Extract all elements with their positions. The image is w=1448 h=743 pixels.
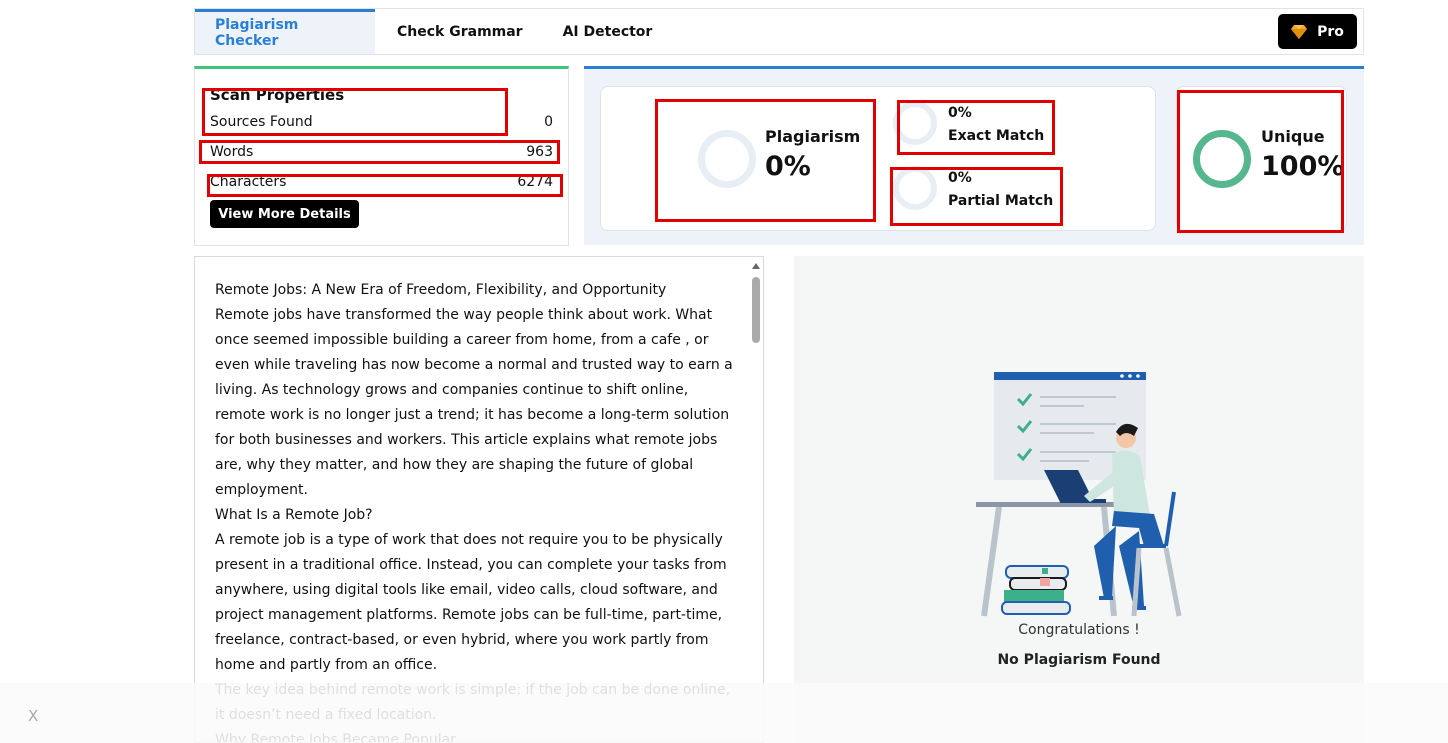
scrollbar[interactable] [749,257,763,742]
tab-check-grammar[interactable]: Check Grammar [397,23,523,40]
doc-paragraph: A remote job is a type of work that does not require you to be physically present in a traditional office. Instead, you can complete your tasks from anywhere, using digital tools like email, video calls, cloud software, and project management platforms. Remote jobs can be full-time, part-time, freelance, contract-based, or even hybrid, where you work partly from home and partly from an office. [215,532,727,673]
characters-row [210,174,553,190]
document-text [215,278,735,743]
partial-match-label: Partial Match [948,193,1054,209]
no-plagiarism-message: No Plagiarism Found [997,652,1161,668]
document-text-area[interactable] [194,256,764,743]
scrollbar-thumb[interactable] [752,277,760,343]
tool-tabs [194,8,1364,55]
words-row [210,144,553,160]
exact-match-percent: 0% [948,105,972,121]
unique-label: Unique [1261,127,1325,146]
doc-paragraph: What Is a Remote Job? [215,507,373,523]
sources-found-row [210,114,553,130]
close-icon[interactable]: X [28,707,39,725]
exact-match-ring [893,101,937,145]
doc-paragraph: Remote Jobs: A New Era of Freedom, Flexibility, and Opportunity [215,282,667,298]
scan-properties-panel [194,66,569,246]
tab-ai-detector[interactable]: AI Detector [562,23,653,40]
unique-card [1176,86,1347,231]
result-illustration-panel [794,256,1364,743]
sources-found-value: 0 [544,114,553,130]
view-more-details-button[interactable]: View More Details [210,200,359,228]
exact-match-label: Exact Match [948,128,1045,144]
doc-paragraph: Remote jobs have transformed the way people think about work. What once seemed impossible building a career from home, from a cafe , or even while traveling has now become a normal and trusted way to earn a living. As technology grows and companies continue to shift online, remote work is no longer just a trend; it has become a long-term solution for both businesses and workers. This article explains what remote jobs are, why they matter, and how they are shaping the future of global employment. [215,307,733,498]
diamond-icon [1291,25,1307,39]
tab-plagiarism-checker[interactable]: Plagiarism Checker [195,9,375,54]
plagiarism-label: Plagiarism [765,127,861,146]
characters-label: Characters [210,174,287,190]
partial-match-percent: 0% [948,170,972,186]
plagiarism-percent: 0% [765,151,811,182]
words-label: Words [210,144,254,160]
words-value: 963 [526,144,553,160]
scan-properties-title: Scan Properties [210,86,345,104]
partial-match-ring [893,166,937,210]
characters-value: 6274 [517,174,553,190]
pro-label: Pro [1317,23,1344,40]
plagiarism-ring [698,130,756,188]
bottom-overlay-banner [0,683,1448,743]
match-summary-card [600,86,1156,231]
person-at-desk-illustration [794,256,1364,626]
sources-found-label: Sources Found [210,114,313,130]
scroll-up-arrow-icon[interactable] [752,263,760,269]
unique-ring [1193,130,1251,188]
pro-button[interactable] [1278,14,1357,49]
result-panel [584,66,1364,245]
congratulations-text: Congratulations ! [1018,622,1140,638]
unique-percent: 100% [1261,151,1345,182]
